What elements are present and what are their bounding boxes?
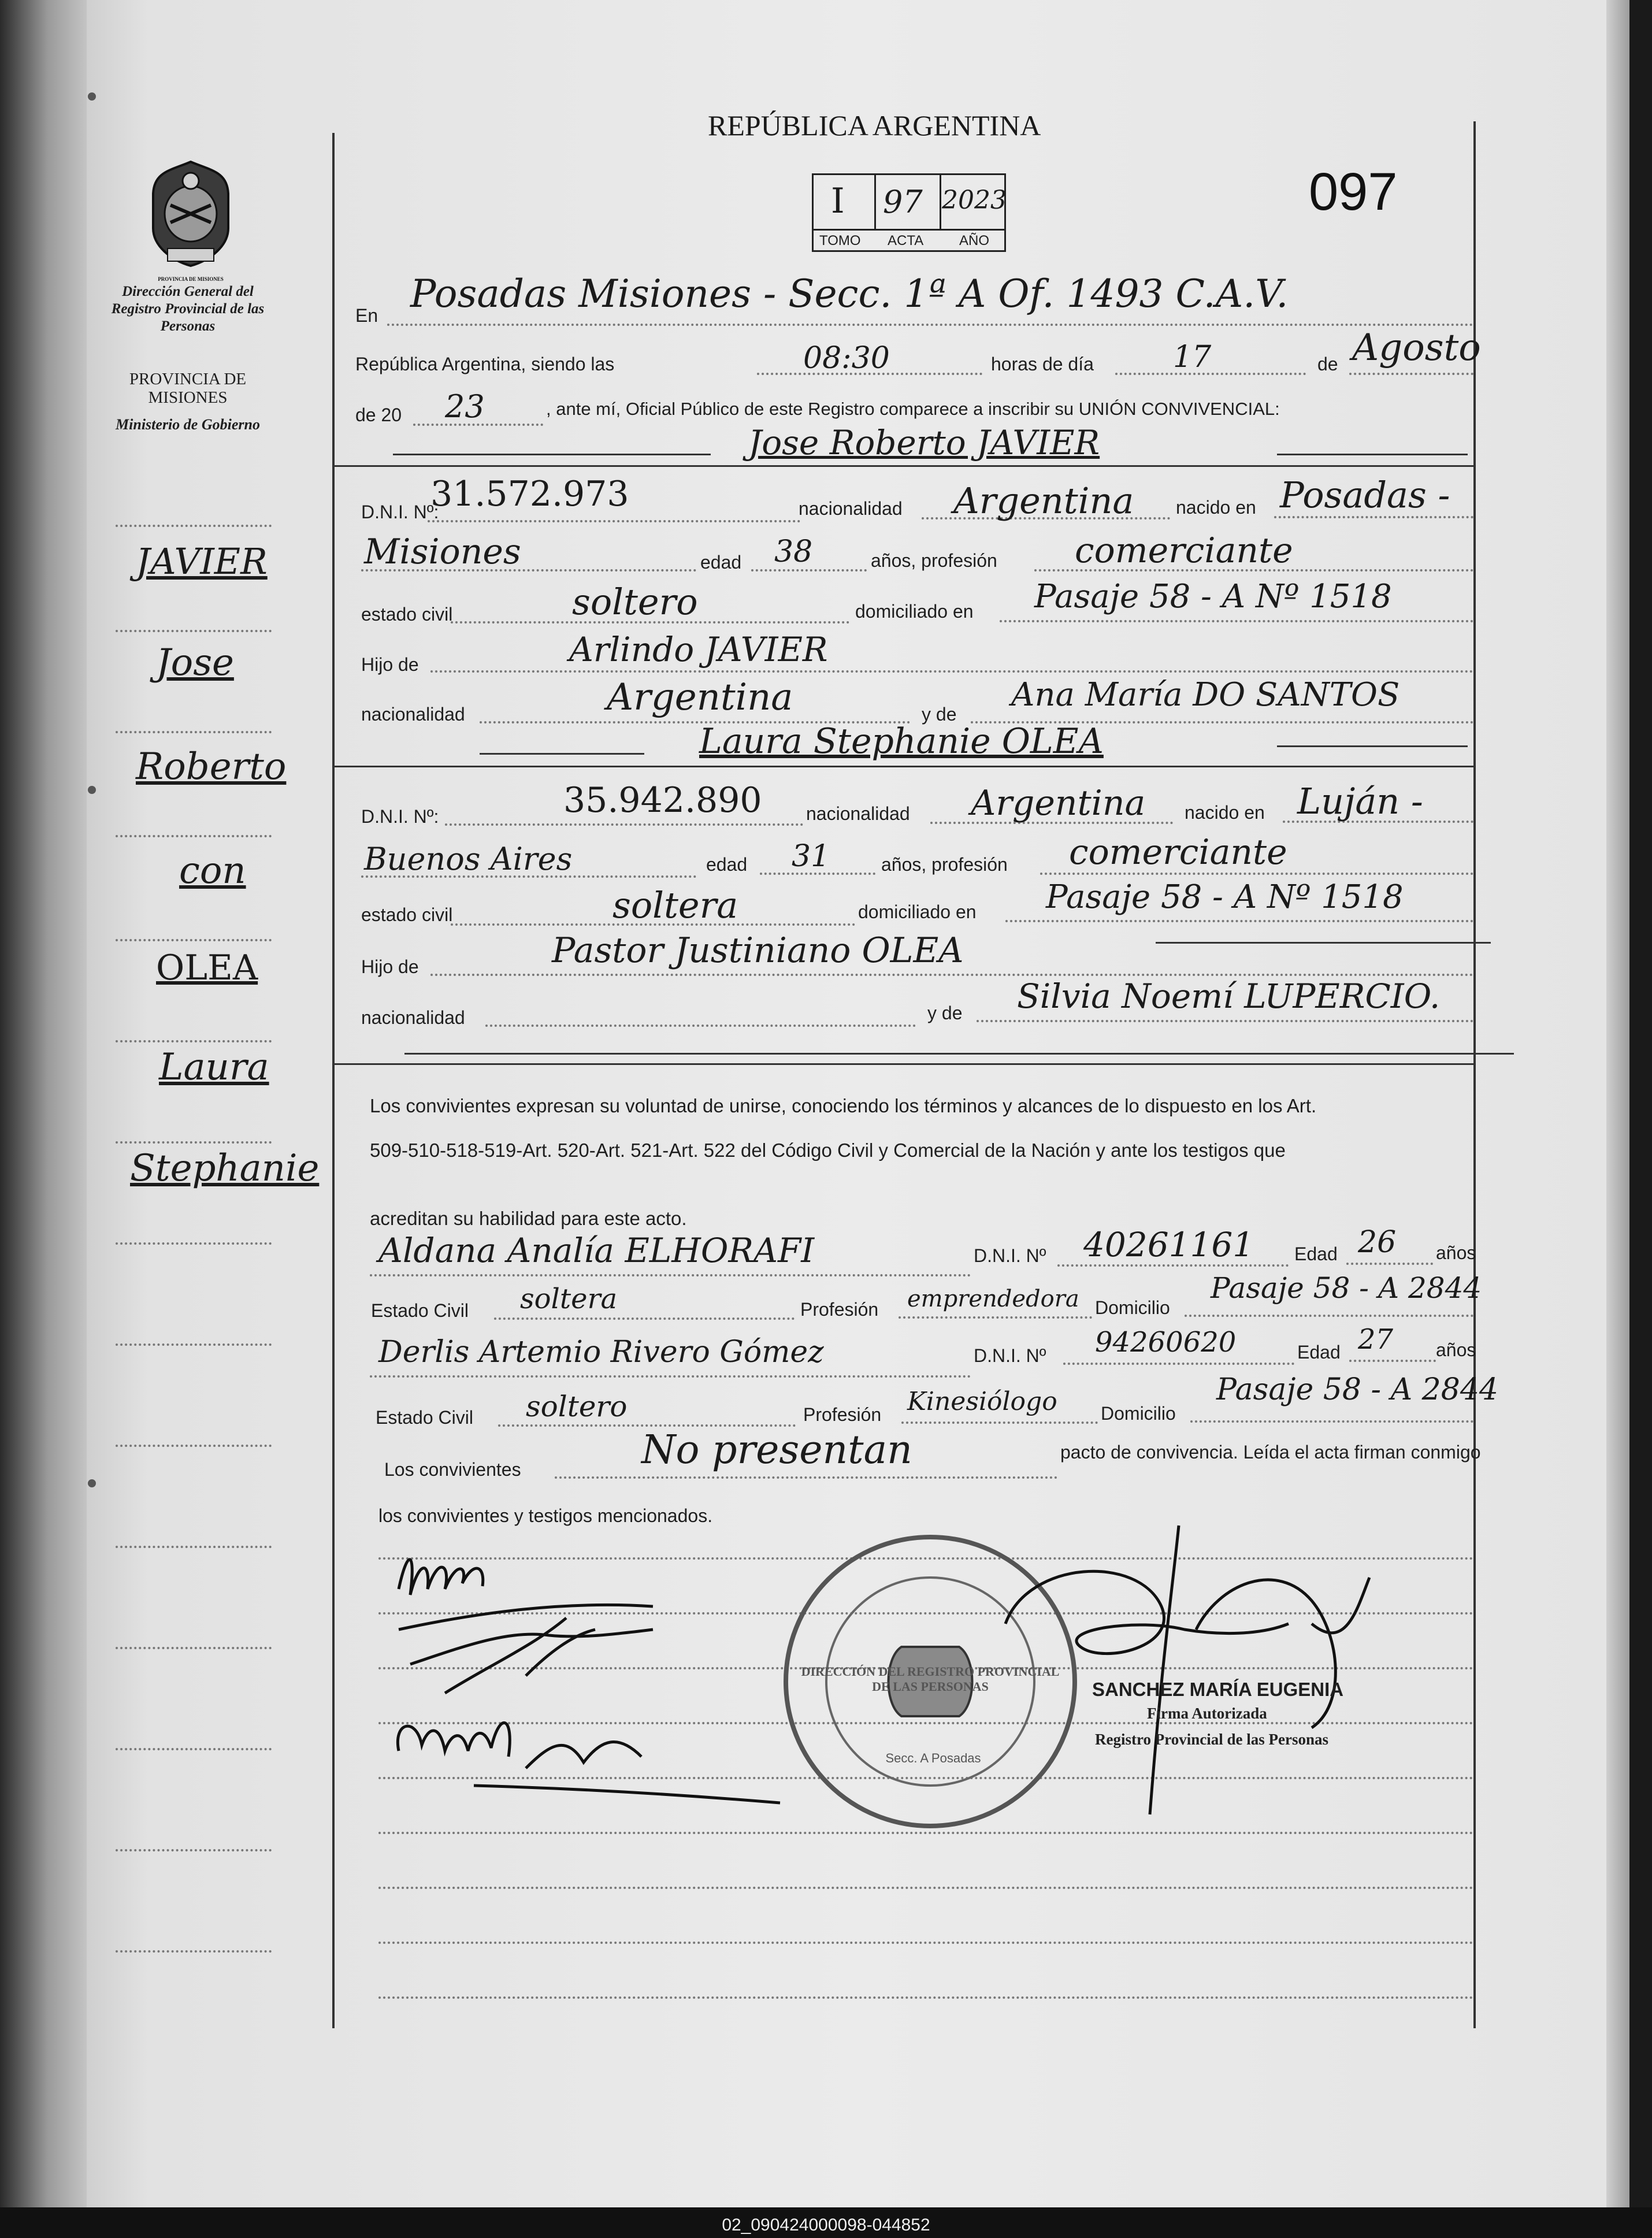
hours-label: horas de día bbox=[991, 354, 1094, 374]
intro-month: Agosto bbox=[1352, 326, 1481, 369]
p2-nat2-label: nacionalidad bbox=[361, 1007, 465, 1028]
w2-dni: 94260620 bbox=[1095, 1326, 1237, 1359]
declaration-line-3: acreditan su habilidad para este acto. bbox=[370, 1208, 687, 1229]
de-label: de bbox=[1317, 354, 1338, 374]
margin-line bbox=[116, 1748, 272, 1750]
p2-age-label: edad bbox=[706, 854, 748, 875]
province-name: PROVINCIA DE MISIONES bbox=[129, 370, 247, 407]
p2-dom-label: domiciliado en bbox=[858, 901, 977, 922]
p1-birthplace-a: Posadas - bbox=[1280, 474, 1450, 516]
p1-dni-label: D.N.I. Nº: bbox=[361, 502, 439, 522]
fill-line bbox=[387, 324, 1473, 326]
w2-profession: Kinesiólogo bbox=[907, 1387, 1057, 1416]
agency-name: Dirección General del Registro Provincial de las Personas bbox=[111, 284, 265, 334]
p2-born-label: nacido en bbox=[1185, 802, 1265, 823]
document-code: 02_090424000098-044852 bbox=[722, 2215, 930, 2235]
fill-line bbox=[445, 823, 803, 826]
fill-line bbox=[1040, 873, 1473, 875]
stitch-hole bbox=[88, 1479, 96, 1487]
signature-line bbox=[378, 1887, 1473, 1889]
stitch-hole bbox=[88, 92, 96, 101]
fill-line bbox=[428, 520, 800, 522]
intro-time: 08:30 bbox=[803, 341, 890, 376]
w2-civil: soltero bbox=[526, 1390, 628, 1423]
closing-suffix: pacto de convivencia. Leída el acta firman conmigo bbox=[1060, 1442, 1481, 1463]
ano-value: 2023 bbox=[942, 185, 1007, 215]
stamp-ring-text: DIRECCIÓN DEL REGISTRO PROVINCIAL DE LAS PERSONAS bbox=[801, 1664, 1060, 1694]
margin-line bbox=[116, 1647, 272, 1649]
margin-name-3: Roberto bbox=[136, 745, 287, 788]
person1-name-heading: Jose Roberto JAVIER bbox=[748, 423, 1100, 462]
margin-line bbox=[116, 1445, 272, 1447]
w1-prof-label: Profesión bbox=[800, 1299, 879, 1320]
p2-profession: comerciante bbox=[1069, 832, 1287, 873]
fill-line bbox=[485, 1025, 916, 1027]
margin-line bbox=[116, 1242, 272, 1245]
declaration-line-1: Los convivientes expresan su voluntad de unirse, conociendo los términos y alcances de lo dispuesto en los Art. bbox=[370, 1095, 1317, 1116]
p1-and-label: y de bbox=[922, 704, 957, 725]
w1-years-label: años bbox=[1436, 1242, 1476, 1263]
p2-civil: soltera bbox=[612, 884, 738, 926]
fill-line bbox=[751, 569, 867, 571]
fill-line bbox=[977, 1020, 1473, 1022]
p1-birthplace-b: Misiones bbox=[364, 532, 521, 572]
margin-line bbox=[116, 525, 272, 527]
p2-prof-label: años, profesión bbox=[881, 854, 1008, 875]
p2-nat-label: nacionalidad bbox=[806, 803, 910, 824]
w1-civil: soltera bbox=[520, 1283, 618, 1315]
margin-line bbox=[116, 630, 272, 632]
signature-line bbox=[378, 1996, 1473, 1999]
margin-name-2: Jose bbox=[156, 641, 234, 684]
signature-line bbox=[378, 1942, 1473, 1944]
margin-line bbox=[116, 731, 272, 733]
fill-line bbox=[1063, 1363, 1294, 1365]
p1-prof-label: años, profesión bbox=[871, 550, 997, 571]
p1-nationality: Argentina bbox=[953, 480, 1134, 522]
ano-label: AÑO bbox=[959, 233, 990, 248]
dash-line bbox=[393, 454, 711, 455]
w2-name: Derlis Artemio Rivero Gómez bbox=[378, 1335, 824, 1369]
frame-right bbox=[1473, 121, 1476, 2028]
margin-line bbox=[116, 835, 272, 837]
p1-father: Arlindo JAVIER bbox=[569, 630, 828, 669]
p1-address: Pasaje 58 - A Nº 1518 bbox=[1034, 578, 1392, 615]
dash-line bbox=[1277, 454, 1468, 455]
p2-and-label: y de bbox=[927, 1003, 963, 1023]
fill-line bbox=[1349, 373, 1473, 375]
p2-dni-label: D.N.I. Nº: bbox=[361, 806, 439, 827]
p1-profession: comerciante bbox=[1075, 530, 1293, 571]
year-suffix: 23 bbox=[445, 388, 485, 425]
p2-mother: Silvia Noemí LUPERCIO. bbox=[1017, 977, 1441, 1016]
w2-age: 27 bbox=[1358, 1323, 1394, 1356]
stamp-inner-text: Secc. A Posadas bbox=[885, 1751, 981, 1765]
p2-address: Pasaje 58 - A Nº 1518 bbox=[1046, 878, 1404, 916]
p2-civil-label: estado civil bbox=[361, 904, 453, 925]
closing-prefix: Los convivientes bbox=[384, 1459, 521, 1480]
margin-line bbox=[116, 939, 272, 941]
margin-name-6: Laura bbox=[159, 1046, 269, 1089]
intro-place: Posadas Misiones - Secc. 1ª A Of. 1493 C.A.V. bbox=[410, 272, 1289, 316]
declaration-line-2: 509-510-518-519-Art. 520-Art. 521-Art. 522 del Código Civil y Comercial de la Nación y ante los testigos que bbox=[370, 1140, 1286, 1161]
section-divider bbox=[332, 465, 1473, 467]
closing-line2: los convivientes y testigos mencionados. bbox=[378, 1505, 713, 1526]
official-name: SANCHEZ MARÍA EUGENIA bbox=[1092, 1679, 1344, 1700]
official-office: Registro Provincial de las Personas bbox=[1095, 1731, 1328, 1748]
dash-line bbox=[404, 1053, 1514, 1055]
p1-born-label: nacido en bbox=[1176, 497, 1256, 518]
p1-age-label: edad bbox=[700, 552, 742, 573]
p2-age: 31 bbox=[792, 839, 830, 874]
p1-civil-label: estado civil bbox=[361, 604, 453, 625]
en-label: En bbox=[355, 305, 378, 326]
fill-line bbox=[1190, 1420, 1473, 1423]
tomo-value: I bbox=[831, 181, 845, 221]
p2-father: Pastor Justiniano OLEA bbox=[552, 930, 964, 971]
p1-dni: 31.572.973 bbox=[430, 474, 629, 514]
w1-civil-label: Estado Civil bbox=[371, 1300, 469, 1321]
p1-civil: soltero bbox=[572, 581, 698, 623]
fill-line bbox=[498, 1424, 796, 1427]
p2-birthplace-a: Luján - bbox=[1297, 780, 1423, 822]
fill-line bbox=[1000, 620, 1473, 622]
book-binding bbox=[0, 0, 87, 2207]
margin-line bbox=[116, 1040, 272, 1042]
stitch-hole bbox=[88, 786, 96, 794]
p1-son-label: Hijo de bbox=[361, 654, 419, 675]
p1-dom-label: domiciliado en bbox=[855, 601, 974, 622]
fill-line bbox=[1057, 1264, 1289, 1267]
fill-line bbox=[1185, 1315, 1473, 1317]
margin-line bbox=[116, 1849, 272, 1851]
w2-address: Pasaje 58 - A 2844 bbox=[1216, 1372, 1498, 1407]
intro-line3: , ante mí, Oficial Público de este Registro comparece a inscribir su UNIÓN CONVIVENCIAL: bbox=[546, 399, 1280, 419]
w2-age-label: Edad bbox=[1297, 1342, 1341, 1363]
document-page bbox=[87, 0, 1629, 2207]
dash-line bbox=[480, 753, 644, 755]
w2-prof-label: Profesión bbox=[803, 1404, 882, 1425]
fill-line bbox=[1274, 516, 1473, 518]
w1-dni: 40261161 bbox=[1083, 1225, 1254, 1264]
w2-civil-label: Estado Civil bbox=[376, 1407, 473, 1428]
p1-age: 38 bbox=[774, 535, 813, 569]
registry-box bbox=[812, 173, 1006, 252]
coat-of-arms-icon bbox=[147, 159, 234, 269]
dash-line bbox=[1277, 745, 1468, 747]
p2-dni: 35.942.890 bbox=[563, 780, 762, 821]
w1-age: 26 bbox=[1358, 1225, 1397, 1260]
fill-line bbox=[370, 1375, 971, 1378]
closing-value: No presentan bbox=[641, 1427, 912, 1473]
seal-ribbon-text: PROVINCIA DE MISIONES bbox=[158, 276, 224, 282]
intro-line2-prefix: República Argentina, siendo las bbox=[355, 354, 615, 374]
margin-line bbox=[116, 1343, 272, 1346]
fill-line bbox=[899, 1316, 1092, 1319]
w1-profession: emprendedora bbox=[907, 1286, 1079, 1312]
page-number: 097 bbox=[1309, 162, 1398, 221]
fill-line bbox=[1346, 1263, 1433, 1265]
fill-line bbox=[430, 974, 1473, 976]
acta-label: ACTA bbox=[888, 233, 924, 248]
page-edge bbox=[1606, 0, 1629, 2207]
fill-line bbox=[1349, 1360, 1436, 1362]
margin-name-4: con bbox=[179, 849, 246, 892]
w1-dom-label: Domicilio bbox=[1095, 1297, 1170, 1318]
fill-line bbox=[430, 670, 1473, 673]
p2-son-label: Hijo de bbox=[361, 956, 419, 977]
official-signature-graphic bbox=[988, 1514, 1427, 1838]
fill-line bbox=[494, 1317, 795, 1320]
w2-dom-label: Domicilio bbox=[1101, 1403, 1176, 1424]
ministry-name: Ministerio de Gobierno bbox=[116, 416, 260, 433]
margin-name-5: OLEA bbox=[156, 948, 258, 988]
margin-name-7: Stephanie bbox=[130, 1147, 320, 1190]
margin-line bbox=[116, 1950, 272, 1953]
fill-line bbox=[1005, 920, 1473, 922]
w1-age-label: Edad bbox=[1294, 1244, 1338, 1264]
fill-line bbox=[555, 1476, 1057, 1479]
margin-name-1: JAVIER bbox=[136, 540, 268, 582]
p1-mother: Ana María DO SANTOS bbox=[1011, 676, 1400, 714]
fill-line bbox=[370, 1274, 971, 1276]
w1-name: Aldana Analía ELHORAFI bbox=[378, 1231, 815, 1270]
country-title: REPÚBLICA ARGENTINA bbox=[708, 109, 1041, 142]
fill-line bbox=[901, 1422, 1098, 1424]
w2-dni-label: D.N.I. Nº bbox=[974, 1345, 1046, 1366]
frame-left bbox=[332, 133, 335, 2028]
p1-parent-nat: Argentina bbox=[607, 676, 793, 719]
person2-name-heading: Laura Stephanie OLEA bbox=[699, 721, 1104, 762]
p1-nat-label: nacionalidad bbox=[799, 498, 903, 519]
dash-line bbox=[1156, 942, 1491, 944]
p1-nat2-label: nacionalidad bbox=[361, 704, 465, 725]
margin-line bbox=[116, 1546, 272, 1548]
w1-dni-label: D.N.I. Nº bbox=[974, 1245, 1046, 1266]
w1-address: Pasaje 58 - A 2844 bbox=[1211, 1271, 1482, 1305]
section-divider bbox=[332, 1063, 1473, 1065]
p2-birthplace-b: Buenos Aires bbox=[364, 841, 573, 877]
year-prefix: de 20 bbox=[355, 404, 402, 425]
acta-value: 97 bbox=[883, 184, 923, 220]
p2-nationality: Argentina bbox=[971, 783, 1146, 823]
w2-years-label: años bbox=[1436, 1339, 1476, 1360]
margin-line bbox=[116, 1141, 272, 1144]
official-title: Firma Autorizada bbox=[1147, 1705, 1267, 1722]
intro-day: 17 bbox=[1173, 340, 1212, 374]
tomo-label: TOMO bbox=[819, 233, 861, 248]
section-divider bbox=[332, 766, 1473, 767]
